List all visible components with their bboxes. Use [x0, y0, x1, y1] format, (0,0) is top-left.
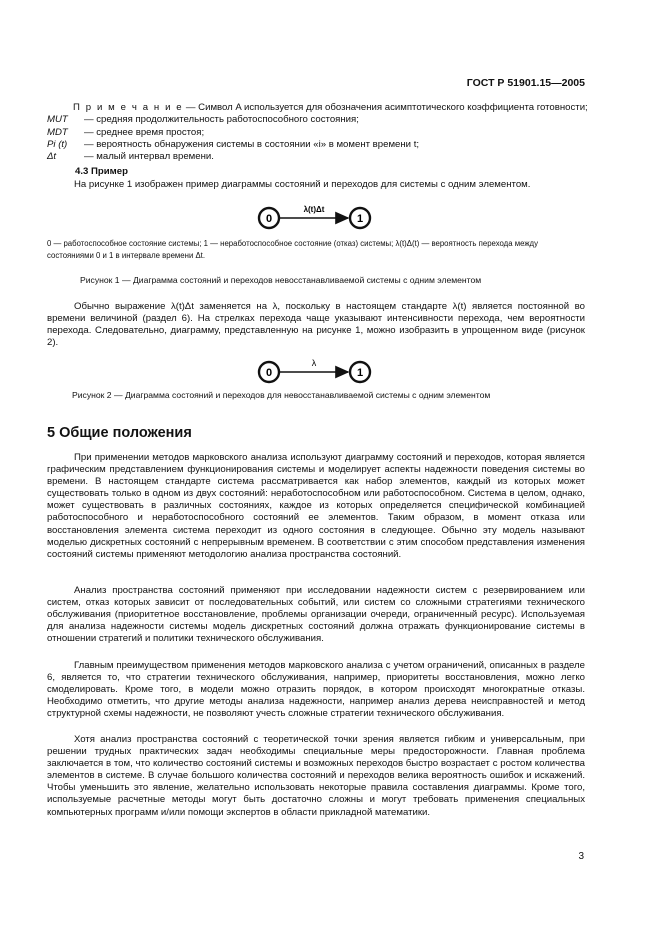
note-text: — вероятность обнаружения системы в состоянии «i» в момент времени t; — [84, 138, 420, 150]
state-node-1-label: 1 — [356, 213, 364, 225]
note-prefix: П р и м е ч а н и е — [73, 102, 184, 113]
note-symbol: MUT — [47, 114, 68, 126]
section-5-paragraph: Хотя анализ пространства состояний с теоретической точки зрения является гибким и универсальным, при решении трудных практических задач необходимы специальные меры предосторожности. Главная проблема заключается в том, что количество состояний системы и возможных переходов быстро возрастает с ростом количества элементов в системе. В случае большого количества состояний и переходов велика вероятность ошибок и искажений. Чтобы уменьшить это явление, желательно использовать некоторые правила составления диаграммы. Кроме того, используемые расчетные методы могут быть достаточно сложны и могут требовать применения специальных компьютерных программ и/или помощи экспертов в области прикладной математики. — [47, 734, 585, 818]
note-item — [47, 127, 607, 139]
page-number: 3 — [578, 851, 584, 862]
note-item — [47, 151, 607, 163]
note-text: — малый интервал времени. — [84, 151, 214, 163]
note-intro-text: — Символ A используется для обозначения асимптотического коэффициента готовности; — [183, 102, 588, 113]
state-node-0-label: 0 — [265, 367, 273, 379]
note-text: — средняя продолжительность работоспособного состояния; — [84, 114, 359, 126]
section-5-heading: 5 Общие положения — [47, 425, 192, 441]
middle-paragraph: Обычно выражение λ(t)Δt заменяется на λ, поскольку в настоящем стандарте λ(t) является постоянной во времени величиной (раздел 6). На стрелках перехода чаще указывают интенсивности перехода, чем вероятности перехода. Следовательно, диаграмму, представленную на рисунке 1, можно изобразить в упрощенном виде (рисунок 2). — [47, 301, 585, 349]
section-5-paragraph: Главным преимуществом применения методов марковского анализа с учетом ограничений, описанных в разделе 6, является то, что стратегии технического обслуживания, например, приоритеты восстановления, можно легко смоделировать. Кроме того, в модели можно отразить порядок, в котором происходят многократные отказы. Необходимо отметить, что другие методы анализа надежности, например анализ дерева неисправностей и метод структурной схемы надежности, не позволяют учесть сложные стратегии технического обслуживания. — [47, 660, 585, 720]
figure-2-caption: Рисунок 2 — Диаграмма состояний и переходов для невосстанавливаемой системы с одним элементом — [72, 390, 491, 400]
document-header: ГОСТ Р 51901.15—2005 — [466, 77, 585, 89]
note-text: — среднее время простоя; — [84, 126, 205, 138]
note-item — [47, 114, 607, 126]
figure-1-diagram — [256, 202, 376, 234]
note-symbol: Pi (t) — [47, 138, 68, 150]
note-symbol: MDT — [47, 126, 68, 138]
figure-1-legend: 0 — работоспособное состояние системы; 1 — неработоспособное состояние (отказ) системы; λ(t)Δ(t) — вероятность перехода между состояниями 0 и 1 в интервале времени Δt. — [47, 239, 538, 260]
state-node-1-label: 1 — [356, 367, 364, 379]
figure-2-diagram — [256, 356, 376, 388]
note-intro-line — [47, 102, 607, 114]
notes-block — [47, 102, 607, 163]
section-4-3-heading: 4.3 Пример — [75, 166, 128, 177]
state-node-0-label: 0 — [265, 213, 273, 225]
note-symbol: Δt — [47, 151, 57, 163]
section-5-paragraph: Анализ пространства состояний применяют при исследовании надежности систем с резервированием или систем, отказ которых зависит от последовательных событий, или систем со сложными стратегиями технического обслуживания (приоритетное восстановление, проблемы организации очереди, ограниченный ресурс). Используемая для анализа надежности системы модель дискретных состояний должна отражать функционирование системы в отношении стратегий и политики технического обслуживания. — [47, 585, 585, 645]
section-5-paragraph: При применении методов марковского анализа используют диаграмму состояний и переходов, которая является графическим представлением функционирования системы и моделирует аспекты надежности поведения системы во времени. В настоящем стандарте система рассматривается как набор элементов, каждый из которых может существовать только в одном из двух состояний: неработоспособном или работоспособном. Система в целом, однако, может существовать в различных состояниях, каждое из которых определяется специфической комбинацией работоспособного и неработоспособного состояний ее элементов. Таким образом, в момент отказа или восстановления элемента система переходит из одного состояния в следующее. Обычно эту модель называют моделью дискретных состояний с непрерывным временем. В соответствии с этим способом представления изменения состояний системы применяют методологию анализа пространства состояний. — [47, 452, 585, 560]
transition-label: λ — [311, 358, 317, 368]
transition-label: λ(t)Δt — [303, 205, 325, 214]
figure-1-caption: Рисунок 1 — Диаграмма состояний и переходов невосстанавливаемой системы с одним элементом — [80, 275, 482, 285]
section-4-3-intro: На рисунке 1 изображен пример диаграммы состояний и переходов для системы с одним элементом. — [74, 179, 531, 190]
note-item — [47, 139, 607, 151]
